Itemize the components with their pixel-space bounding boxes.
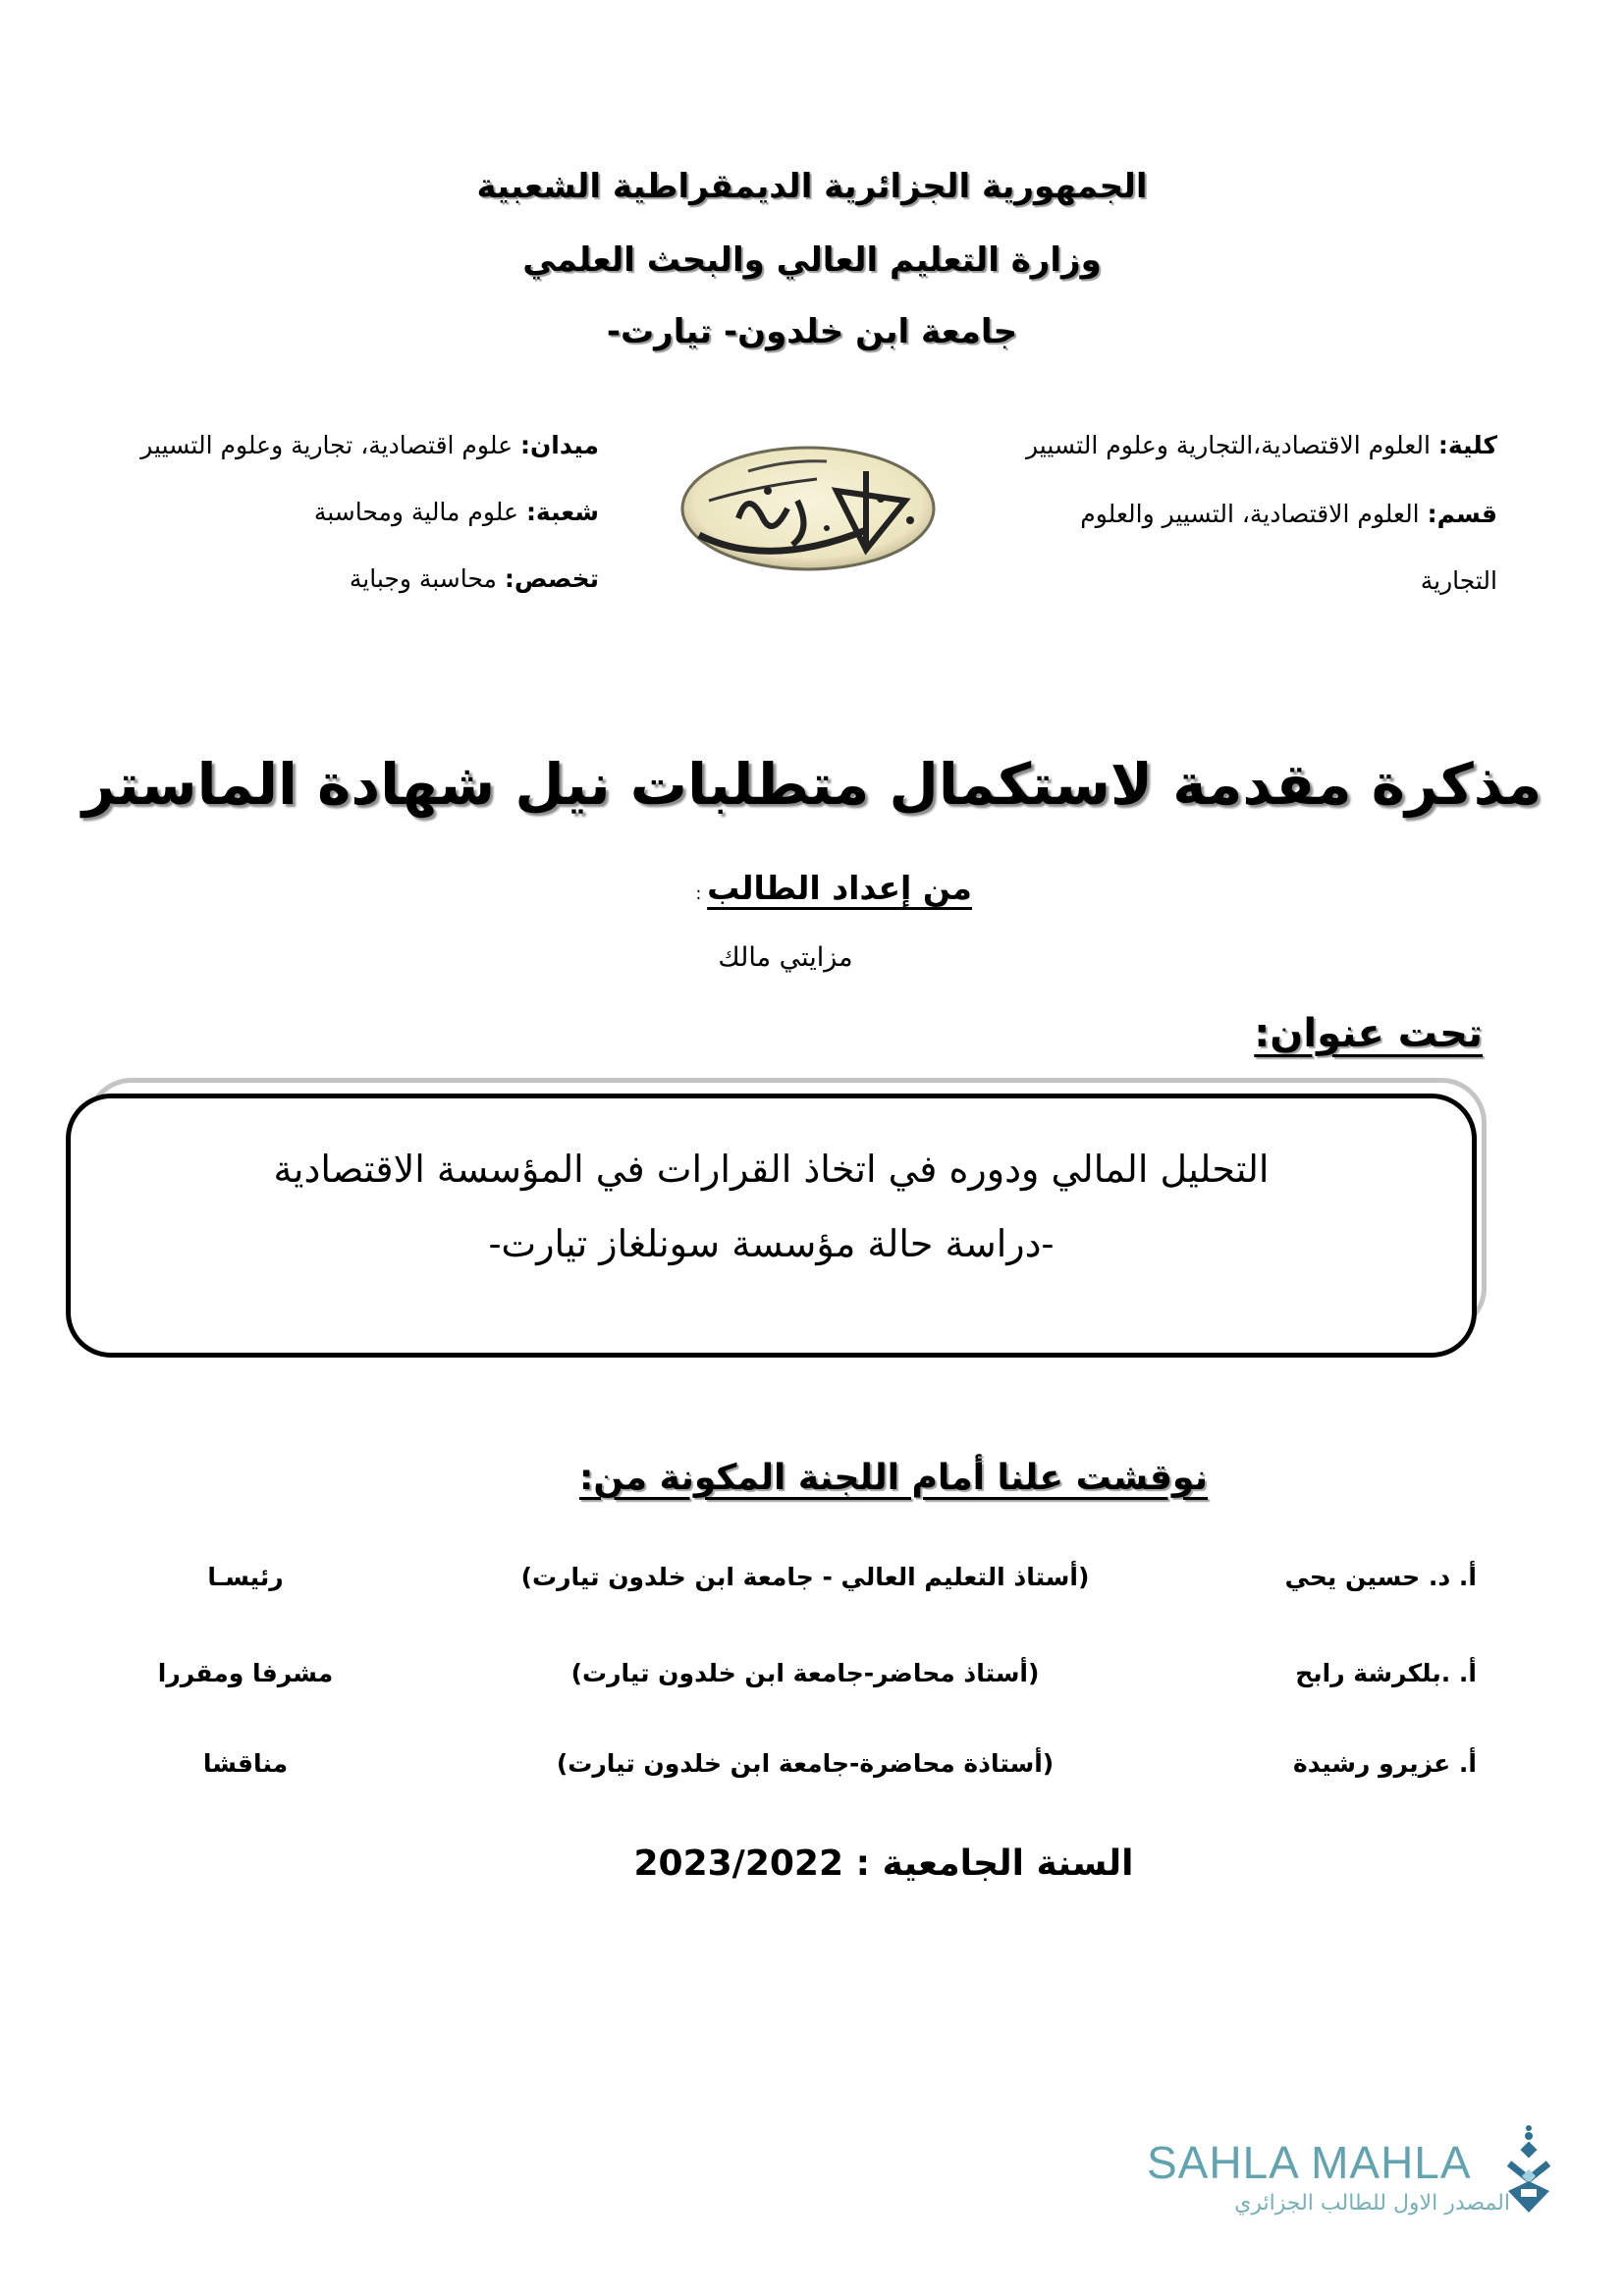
department-label: قسم:: [1427, 500, 1497, 528]
watermark-latin-text: SAHLA MAHLA: [1147, 2137, 1472, 2188]
academic-year-label: السنة الجامعية :: [843, 1843, 1134, 1884]
subject-label: تحت عنوان:: [1254, 1011, 1483, 1056]
member-role: مناقشا: [202, 1749, 289, 1778]
student-label: من إعداد الطالب: [707, 869, 972, 907]
specialty-value: محاسبة وجباية: [349, 564, 505, 593]
field-line: [137, 412, 599, 479]
sahla-mahla-watermark: [1141, 2130, 1553, 2228]
faculty-department-block: [1001, 412, 1497, 614]
field-value: علوم اقتصادية، تجارية وعلوم التسيير: [140, 431, 520, 459]
republic-name: الجمهورية الجزائرية الديمقراطية الشعبية: [476, 167, 1148, 206]
academic-year: [609, 1843, 1159, 1884]
ministry-name: وزارة التعليم العالي والبحث العلمي: [522, 240, 1102, 280]
branch-label: شعبة:: [525, 498, 599, 526]
faculty-line: [1001, 412, 1497, 479]
committee-member-row: [0, 1563, 1624, 1602]
field-label: ميدان:: [519, 431, 599, 459]
university-name: جامعة ابن خلدون- تيارت-: [606, 312, 1018, 351]
member-affiliation: (أستاذ التعليم العالي - جامعة ابن خلدون تيارت): [520, 1563, 1090, 1591]
member-name: أ. د. حسين يحي: [1284, 1563, 1477, 1591]
field-branch-block: [137, 412, 599, 613]
student-colon: :: [695, 883, 708, 904]
department-value: العلوم الاقتصادية، التسيير والعلوم التجارية: [1080, 500, 1497, 595]
student-heading: [589, 869, 972, 907]
member-role: مشرفا ومقررا: [157, 1659, 334, 1687]
sahla-mahla-logo-icon: [1504, 2122, 1553, 2220]
faculty-value: العلوم الاقتصادية،التجارية وعلوم التسيير: [1026, 431, 1438, 459]
academic-year-value: 2023/2022: [633, 1843, 844, 1884]
member-name: أ. عزيرو رشيدة: [1293, 1749, 1477, 1778]
member-name: أ. .بلكرشة رابح: [1295, 1659, 1477, 1687]
thesis-main-title: مذكرة مقدمة لاستكمال متطلبات نيل شهادة الماستر: [81, 751, 1543, 818]
specialty-line: [137, 546, 599, 613]
title-box: [66, 1094, 1477, 1358]
specialty-label: تخصص:: [504, 564, 599, 593]
branch-value: علوم مالية ومحاسبة: [313, 498, 526, 526]
university-seal-icon: [670, 432, 947, 579]
member-role: رئيسـا: [207, 1563, 284, 1591]
faculty-label: كلية:: [1437, 431, 1497, 459]
committee-member-row: [0, 1749, 1624, 1789]
committee-member-row: [0, 1659, 1624, 1698]
thesis-title-line2: -دراسة حالة مؤسسة سونلغاز تيارت-: [488, 1222, 1055, 1265]
thesis-title-line1: التحليل المالي ودوره في اتخاذ القرارات في المؤسسة الاقتصادية: [273, 1148, 1270, 1191]
committee-heading: نوقشت علنا أمام اللجنة المكونة من:: [578, 1458, 1208, 1498]
watermark-arabic-text: المصدر الاول للطالب الجزائري: [1234, 2191, 1510, 2216]
student-name: مزايتي مالك: [718, 942, 853, 973]
branch-line: [137, 479, 599, 546]
member-affiliation: (أستاذ محاضر-جامعة ابن خلدون تيارت): [570, 1659, 1040, 1687]
member-affiliation: (أستاذة محاضرة-جامعة ابن خلدون تيارت): [556, 1749, 1055, 1778]
department-line: [1001, 481, 1497, 614]
